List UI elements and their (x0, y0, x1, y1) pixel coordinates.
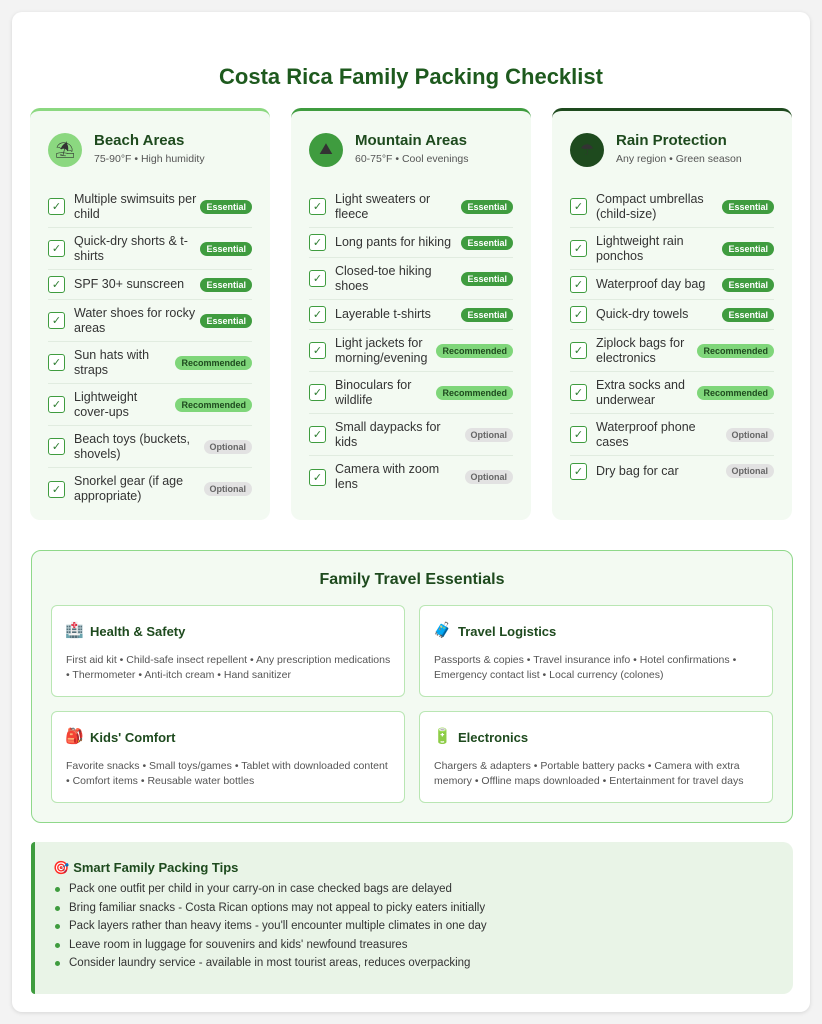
priority-badge: Essential (200, 278, 252, 292)
item-label: Closed-toe hiking shoes (335, 263, 432, 293)
priority-badge: Recommended (697, 386, 774, 400)
checklist-item[interactable] (570, 228, 774, 270)
card-header (309, 131, 521, 171)
item-label: Quick-dry shorts & t-shirts (74, 233, 188, 263)
checklist-item[interactable] (48, 228, 252, 270)
checkbox-checked-icon[interactable]: ✓ (570, 426, 587, 443)
packing-tips (31, 842, 793, 994)
section-title: Family Travel Essentials (319, 571, 505, 588)
item-label: Waterproof day bag (596, 277, 706, 291)
priority-badge: Essential (461, 200, 513, 214)
luggage-icon: 🧳 (433, 622, 452, 639)
item-label: Compact umbrellas (child-size) (596, 191, 704, 221)
checkbox-checked-icon[interactable]: ✓ (48, 276, 65, 293)
checkbox-checked-icon[interactable]: ✓ (570, 198, 587, 215)
priority-badge: Recommended (697, 344, 774, 358)
box-text: Chargers & adapters • Portable battery packs • Camera with extra memory • Offline maps downloaded • Entertainment for travel days (434, 760, 744, 787)
rain-protection-card (552, 108, 792, 520)
checklist-item[interactable] (309, 372, 513, 414)
item-label: Lightweight rain ponchos (596, 233, 684, 263)
tips-title-text: Smart Family Packing Tips (73, 860, 239, 875)
tips-list (53, 880, 487, 973)
checkbox-checked-icon[interactable]: ✓ (48, 198, 65, 215)
priority-badge: Essential (722, 200, 774, 214)
checklist-item[interactable] (48, 342, 252, 384)
card-header (570, 131, 782, 171)
checklist-item[interactable] (309, 300, 513, 330)
priority-badge: Essential (200, 200, 252, 214)
checklist-item[interactable] (309, 330, 513, 372)
priority-badge: Optional (204, 440, 253, 454)
item-label: Quick-dry towels (596, 307, 689, 321)
box-title: Kids' Comfort (90, 730, 176, 745)
checklist-item[interactable] (309, 186, 513, 228)
card-subtitle: 75-90°F • High humidity (94, 153, 205, 165)
priority-badge: Optional (726, 428, 775, 442)
checkbox-checked-icon[interactable]: ✓ (48, 438, 65, 455)
priority-badge: Essential (200, 242, 252, 256)
priority-badge: Essential (461, 272, 513, 286)
item-label: Light jackets for morning/evening (335, 335, 428, 365)
tips-title (53, 860, 238, 876)
checkbox-checked-icon[interactable]: ✓ (309, 198, 326, 215)
checklist-item[interactable] (309, 414, 513, 456)
tip-item: Bring familiar snacks - Costa Rican options may not appeal to picky eaters initially (53, 899, 487, 918)
item-label: Beach toys (buckets, shovels) (74, 431, 191, 461)
checklist-item[interactable] (309, 258, 513, 300)
travel-logistics-box (419, 605, 773, 697)
checklist-item[interactable] (570, 456, 774, 486)
checklist-item[interactable] (570, 372, 774, 414)
first-aid-icon: 🏥 (65, 622, 84, 639)
item-label: SPF 30+ sunscreen (74, 277, 185, 291)
checklist-item[interactable] (48, 270, 252, 300)
item-label: Binoculars for wildlife (335, 377, 412, 407)
priority-badge: Recommended (436, 344, 513, 358)
item-label: Waterproof phone cases (596, 419, 696, 449)
checkbox-checked-icon[interactable]: ✓ (570, 276, 587, 293)
checklist-item[interactable] (570, 300, 774, 330)
item-label: Lightweight cover-ups (74, 389, 138, 419)
item-label: Dry bag for car (596, 463, 679, 478)
card-title: Beach Areas (94, 132, 185, 149)
checklist-item[interactable] (48, 300, 252, 342)
checkbox-checked-icon[interactable]: ✓ (309, 306, 326, 323)
card-subtitle: Any region • Green season (616, 153, 742, 165)
tip-item: Leave room in luggage for souvenirs and kids' newfound treasures (53, 936, 487, 955)
checklist (48, 186, 252, 510)
tip-item: Pack one outfit per child in your carry-on in case checked bags are delayed (53, 880, 487, 899)
checklist-item[interactable] (309, 456, 513, 498)
priority-badge: Recommended (175, 398, 252, 412)
mountain-icon: ⛰ (309, 133, 343, 167)
checkbox-checked-icon[interactable]: ✓ (309, 342, 326, 359)
checkbox-checked-icon[interactable]: ✓ (570, 240, 587, 257)
item-label: Long pants for hiking (335, 235, 452, 249)
tip-item: Consider laundry service - available in most tourist areas, reduces overpacking (53, 954, 487, 973)
box-text: First aid kit • Child-safe insect repellent • Any prescription medications • Thermometer • Anti-itch cream • Hand sanitizer (66, 654, 391, 681)
priority-badge: Recommended (436, 386, 513, 400)
item-label: Ziplock bags for electronics (596, 335, 685, 365)
priority-badge: Optional (465, 428, 514, 442)
beach-umbrella-icon: ⛱ (48, 133, 82, 167)
rain-cloud-icon: ☂ (570, 133, 604, 167)
item-label: Layerable t-shirts (335, 307, 431, 321)
beach-areas-card (30, 108, 270, 520)
checklist-item[interactable] (48, 426, 252, 468)
card-subtitle: 60-75°F • Cool evenings (355, 153, 469, 165)
box-title: Travel Logistics (458, 624, 557, 639)
priority-badge: Optional (204, 482, 253, 496)
checkbox-checked-icon[interactable]: ✓ (309, 270, 326, 287)
checklist-item[interactable] (570, 414, 774, 456)
box-text: Passports & copies • Travel insurance info • Hotel confirmations • Emergency contact list • Local currency (colones) (434, 654, 737, 681)
box-title: Electronics (458, 730, 529, 745)
checkbox-checked-icon[interactable]: ✓ (309, 426, 326, 443)
checkbox-checked-icon[interactable]: ✓ (309, 234, 326, 251)
box-title: Health & Safety (90, 624, 186, 639)
checklist-item[interactable] (570, 330, 774, 372)
item-label: Light sweaters or fleece (335, 191, 431, 221)
checklist-item[interactable] (48, 186, 252, 228)
checklist (309, 186, 513, 498)
priority-badge: Essential (722, 242, 774, 256)
item-label: Multiple swimsuits per child (74, 191, 197, 221)
checkbox-checked-icon[interactable]: ✓ (570, 463, 587, 480)
priority-badge: Essential (461, 308, 513, 322)
priority-badge: Essential (722, 308, 774, 322)
priority-badge: Optional (726, 464, 775, 478)
checkbox-checked-icon[interactable]: ✓ (48, 396, 65, 413)
priority-badge: Essential (461, 236, 513, 250)
checklist-item[interactable] (570, 270, 774, 300)
page-title: Costa Rica Family Packing Checklist (219, 64, 603, 89)
card-title: Rain Protection (616, 132, 727, 149)
item-label: Extra socks and underwear (596, 377, 685, 407)
item-label: Camera with zoom lens (335, 462, 440, 491)
checkbox-checked-icon[interactable]: ✓ (570, 342, 587, 359)
health-safety-box (51, 605, 405, 697)
page (12, 12, 810, 1012)
card-header (48, 131, 260, 171)
box-text: Favorite snacks • Small toys/games • Tablet with downloaded content • Comfort items • Reusable water bottles (66, 760, 388, 787)
checklist-item[interactable] (570, 186, 774, 228)
item-label: Small daypacks for kids (335, 419, 441, 449)
tip-item: Pack layers rather than heavy items - you'll encounter multiple climates in one day (53, 917, 487, 936)
family-travel-essentials (31, 550, 793, 823)
checkbox-checked-icon[interactable]: ✓ (48, 481, 65, 498)
priority-badge: Recommended (175, 356, 252, 370)
checkbox-checked-icon[interactable]: ✓ (309, 384, 326, 401)
priority-badge: Essential (722, 278, 774, 292)
checkbox-checked-icon[interactable]: ✓ (309, 469, 326, 486)
backpack-icon: 🎒 (65, 728, 84, 745)
target-icon: 🎯 (53, 860, 70, 875)
kids-comfort-box (51, 711, 405, 803)
checkbox-checked-icon[interactable]: ✓ (48, 312, 65, 329)
checkbox-checked-icon[interactable]: ✓ (570, 384, 587, 401)
checklist-item[interactable] (309, 228, 513, 258)
item-label: Snorkel gear (if age appropriate) (74, 474, 184, 503)
mountain-areas-card (291, 108, 531, 520)
electronics-box (419, 711, 773, 803)
checkbox-checked-icon[interactable]: ✓ (570, 306, 587, 323)
checklist-item[interactable] (48, 468, 252, 510)
priority-badge: Essential (200, 314, 252, 328)
checkbox-checked-icon[interactable]: ✓ (48, 240, 65, 257)
item-label: Sun hats with straps (74, 347, 150, 377)
card-title: Mountain Areas (355, 132, 467, 149)
battery-icon: 🔋 (433, 728, 452, 745)
priority-badge: Optional (465, 470, 514, 484)
item-label: Water shoes for rocky areas (74, 305, 196, 335)
checklist-item[interactable] (48, 384, 252, 426)
checkbox-checked-icon[interactable]: ✓ (48, 354, 65, 371)
checklist (570, 186, 774, 486)
